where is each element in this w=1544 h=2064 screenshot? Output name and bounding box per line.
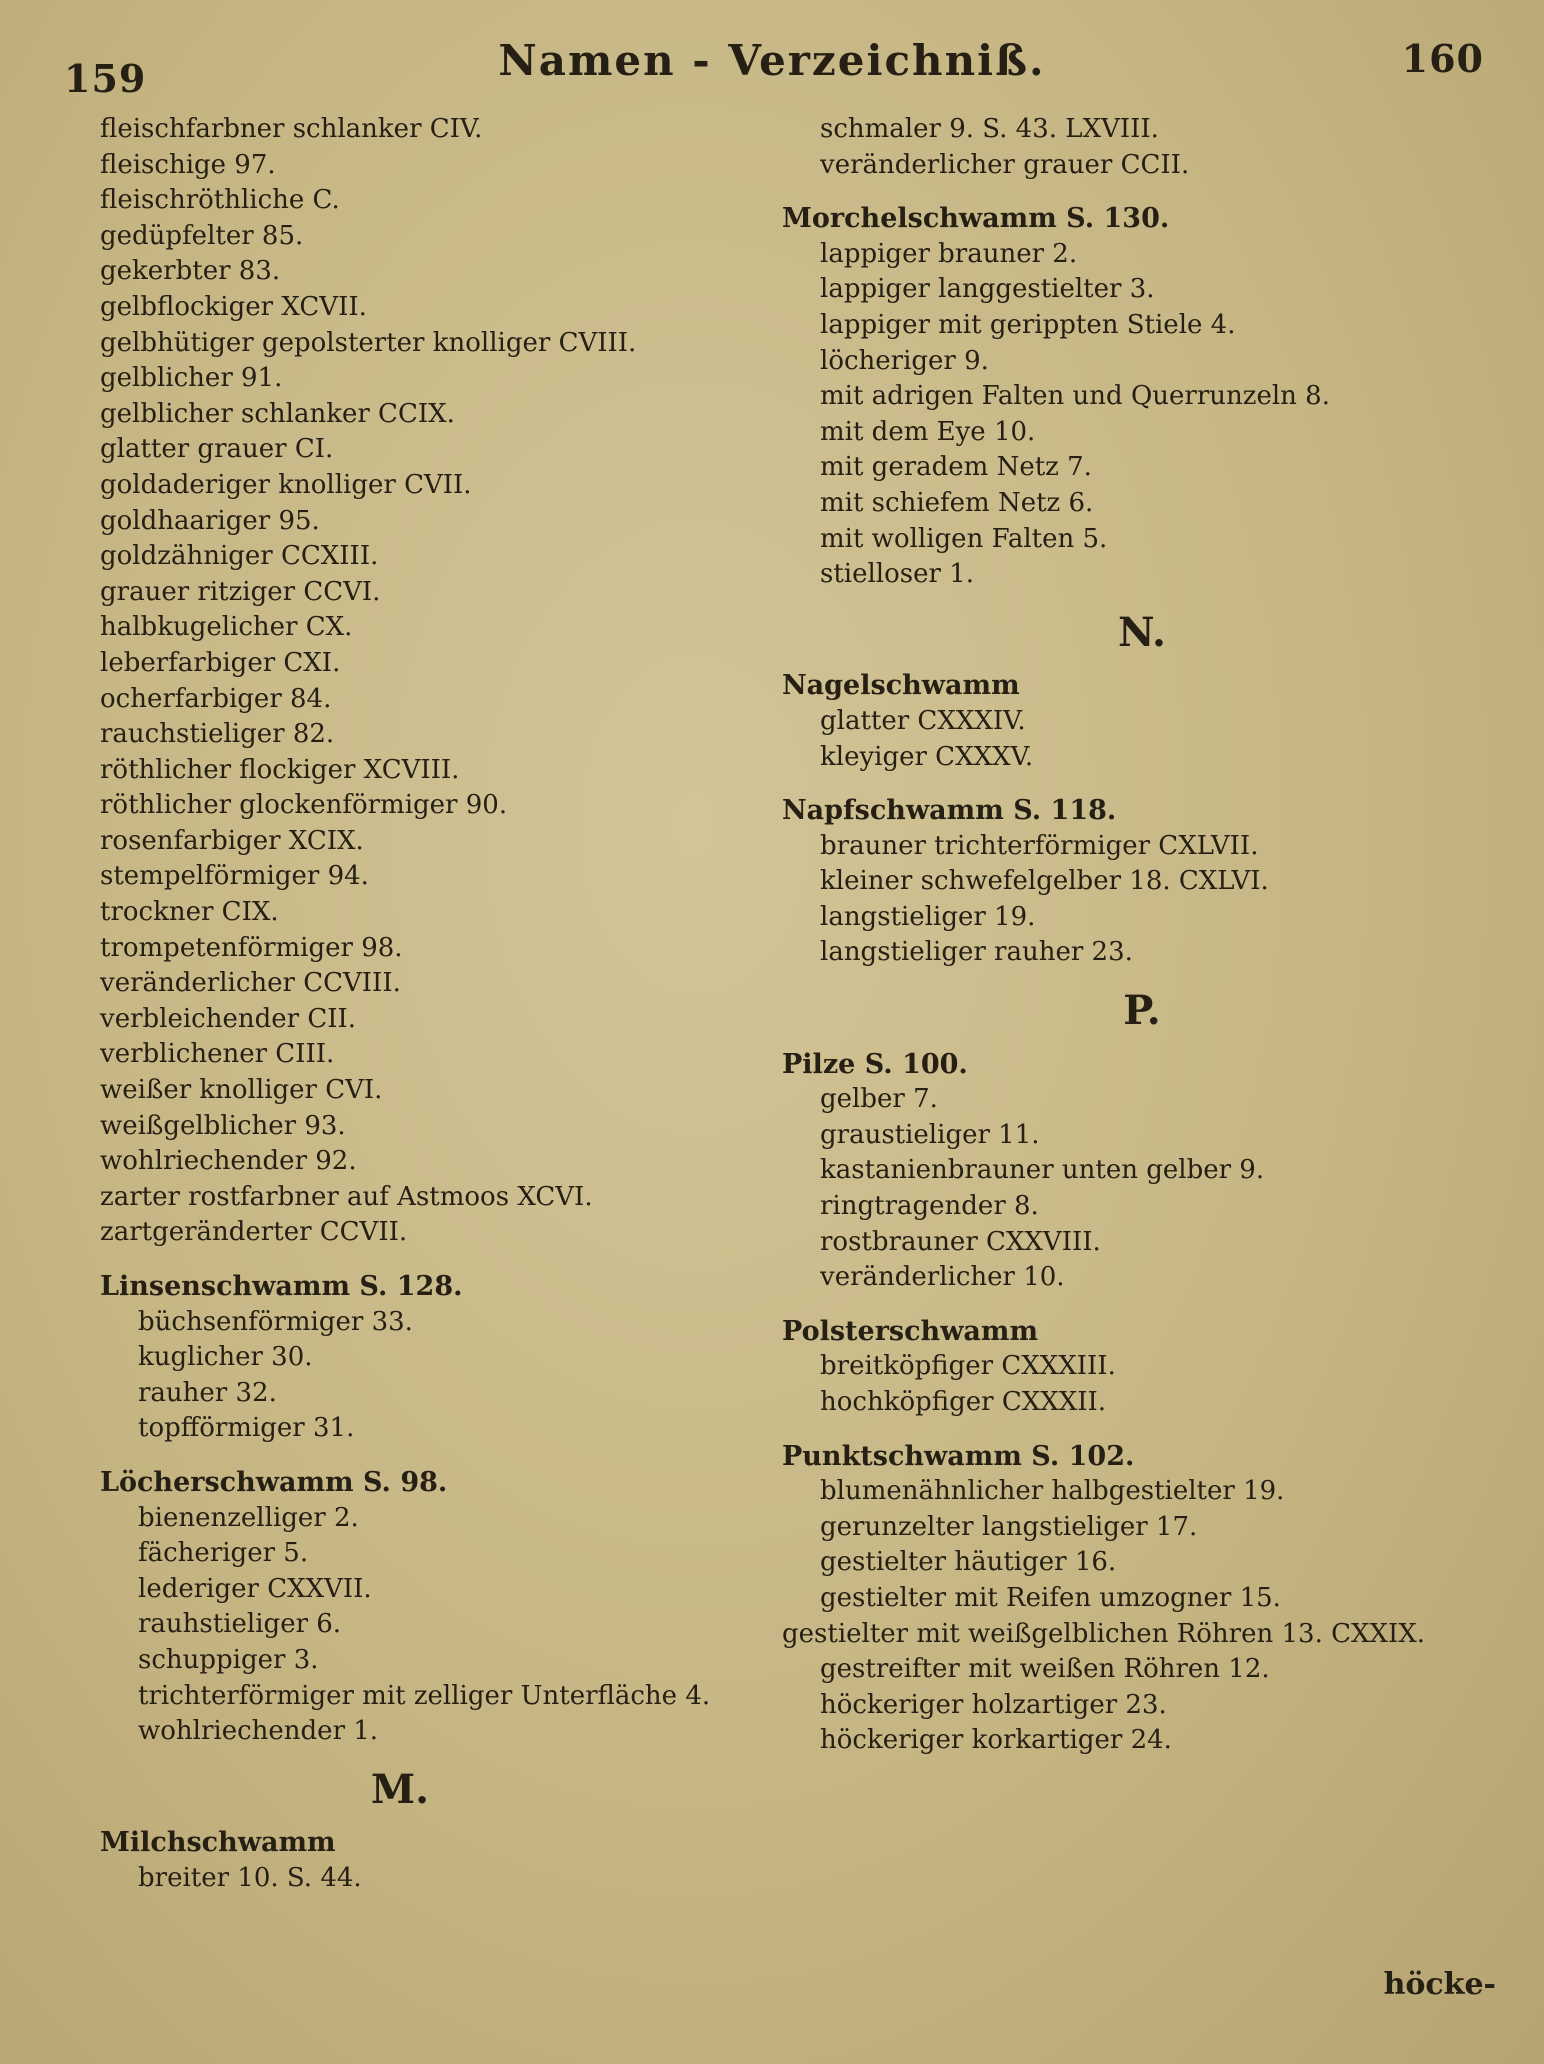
section-heading: Pilze S. 100. bbox=[782, 1048, 968, 1080]
index-subentry: trichterförmiger mit zelliger Unterfläche 4. bbox=[138, 1680, 711, 1711]
index-subentry: schuppiger 3. bbox=[138, 1644, 319, 1675]
index-entry: ocherfarbiger 84. bbox=[100, 683, 332, 714]
index-entry: weißgelblicher 93. bbox=[100, 1110, 346, 1141]
index-entry: trockner CIX. bbox=[100, 897, 279, 928]
index-subentry: fächeriger 5. bbox=[138, 1538, 309, 1569]
section-heading: Punktschwamm S. 102. bbox=[782, 1440, 1135, 1472]
index-entry: gedüpfelter 85. bbox=[100, 220, 304, 251]
index-entry: fleischfarbner schlanker CIV. bbox=[100, 114, 483, 144]
index-entry: leberfarbiger CXI. bbox=[100, 647, 341, 678]
index-entry: goldhaariger 95. bbox=[100, 505, 320, 536]
index-subentry: breiter 10. S. 44. bbox=[138, 1862, 362, 1893]
index-subentry: mit schiefem Netz 6. bbox=[820, 487, 1094, 518]
index-subentry: wohlriechender 1. bbox=[138, 1716, 379, 1747]
index-subentry: gestielter häutiger 16. bbox=[820, 1547, 1117, 1578]
page-number-right: 160 bbox=[1401, 36, 1484, 81]
letter-divider: N. bbox=[1118, 608, 1166, 656]
index-subentry: löcheriger 9. bbox=[820, 345, 989, 376]
index-entry: fleischige 97. bbox=[100, 149, 276, 180]
letter-divider: M. bbox=[370, 1765, 430, 1813]
index-entry: zartgeränderter CCVII. bbox=[100, 1217, 408, 1248]
index-entry: gelbhütiger gepolsterter knolliger CVIII. bbox=[100, 327, 637, 358]
index-subentry: rauher 32. bbox=[138, 1377, 277, 1408]
index-entry: veränderlicher CCVIII. bbox=[100, 968, 401, 999]
section-heading: Löcherschwamm S. 98. bbox=[100, 1466, 448, 1498]
index-subentry: hochköpfiger CXXXII. bbox=[820, 1387, 1107, 1417]
index-entry: zarter rostfarbner auf Astmoos XCVI. bbox=[100, 1181, 593, 1212]
index-subentry: kleyiger CXXXV. bbox=[820, 741, 1034, 772]
index-subentry: graustieliger 11. bbox=[820, 1119, 1040, 1150]
index-subentry: lappiger langgestielter 3. bbox=[820, 274, 1155, 305]
index-subentry: gelber 7. bbox=[820, 1084, 938, 1115]
index-entry: wohlriechender 92. bbox=[100, 1146, 357, 1177]
index-subentry: höckeriger korkartiger 24. bbox=[820, 1725, 1172, 1756]
catchword: höcke- bbox=[1383, 1967, 1496, 2002]
index-subentry: lappiger brauner 2. bbox=[820, 238, 1078, 269]
section-heading: Morchelschwamm S. 130. bbox=[782, 203, 1170, 235]
index-subentry: gestielter mit weißgelblichen Röhren 13. CXXIX. bbox=[782, 1618, 1426, 1649]
section-heading: Linsenschwamm S. 128. bbox=[100, 1271, 463, 1302]
index-subentry: lappiger mit gerippten Stiele 4. bbox=[820, 309, 1236, 340]
index-entry: verbleichender CII. bbox=[100, 1003, 357, 1034]
index-subentry: gerunzelter langstieliger 17. bbox=[820, 1511, 1198, 1542]
index-subentry: gestielter mit Reifen umzogner 15. bbox=[820, 1582, 1281, 1613]
index-subentry: höckeriger holzartiger 23. bbox=[820, 1689, 1167, 1720]
index-subentry: langstieliger rauher 23. bbox=[820, 937, 1133, 968]
index-subentry: veränderlicher 10. bbox=[820, 1262, 1065, 1293]
index-entry: rauchstieliger 82. bbox=[100, 719, 335, 750]
left-column bbox=[100, 112, 711, 1897]
index-subentry: brauner trichterförmiger CXLVII. bbox=[820, 830, 1259, 861]
index-subentry: mit adrigen Falten und Querrunzeln 8. bbox=[820, 381, 1330, 412]
index-entry: grauer ritziger CCVI. bbox=[100, 576, 381, 607]
letter-divider: P. bbox=[1123, 987, 1161, 1035]
index-subentry: topfförmiger 31. bbox=[138, 1413, 355, 1444]
index-entry: stempelförmiger 94. bbox=[100, 861, 369, 892]
index-subentry: langstieliger 19. bbox=[820, 901, 1036, 932]
section-heading: Milchschwamm bbox=[100, 1827, 336, 1859]
index-subentry: mit wolligen Falten 5. bbox=[820, 523, 1108, 554]
running-title: Namen - Verzeichniß. bbox=[498, 36, 1046, 85]
index-subentry: ringtragender 8. bbox=[820, 1191, 1039, 1222]
index-entry: gelbflockiger XCVII. bbox=[100, 291, 367, 322]
section-heading: Napfschwamm S. 118. bbox=[782, 795, 1117, 827]
index-subentry: kleiner schwefelgelber 18. CXLVI. bbox=[820, 866, 1269, 897]
index-subentry: gestreifter mit weißen Röhren 12. bbox=[820, 1654, 1270, 1685]
index-subentry: stielloser 1. bbox=[820, 559, 975, 590]
index-entry: gelblicher schlanker CCIX. bbox=[100, 398, 455, 429]
section-heading: Polsterschwamm bbox=[782, 1315, 1039, 1347]
index-subentry: rauhstieliger 6. bbox=[138, 1609, 342, 1640]
index-entry: gelblicher 91. bbox=[100, 363, 283, 394]
index-entry: fleischröthliche C. bbox=[100, 185, 340, 216]
index-entry: glatter grauer CI. bbox=[100, 434, 334, 465]
index-entry: goldaderiger knolliger CVII. bbox=[100, 469, 472, 500]
index-subentry: mit dem Eye 10. bbox=[820, 416, 1036, 447]
index-subentry: schmaler 9. S. 43. LXVIII. bbox=[820, 114, 1159, 144]
index-subentry: glatter CXXXIV. bbox=[820, 705, 1026, 736]
index-subentry: kuglicher 30. bbox=[138, 1342, 313, 1373]
index-entry: röthlicher glockenförmiger 90. bbox=[100, 790, 508, 821]
index-entry: verblichener CIII. bbox=[100, 1039, 335, 1070]
index-subentry: bienenzelliger 2. bbox=[138, 1502, 359, 1533]
index-entry: halbkugelicher CX. bbox=[100, 612, 353, 643]
index-subentry: kastanienbrauner unten gelber 9. bbox=[820, 1155, 1265, 1186]
index-entry: goldzähniger CCXIII. bbox=[100, 541, 379, 572]
index-subentry: blumenähnlicher halbgestielter 19. bbox=[820, 1476, 1285, 1507]
index-subentry: veränderlicher grauer CCII. bbox=[820, 149, 1190, 180]
index-subentry: breitköpfiger CXXXIII. bbox=[820, 1351, 1116, 1382]
page-number-left: 159 bbox=[64, 56, 147, 101]
index-entry: gekerbter 83. bbox=[100, 256, 281, 287]
index-entry: röthlicher flockiger XCVIII. bbox=[100, 754, 460, 785]
index-entry: rosenfarbiger XCIX. bbox=[100, 825, 364, 856]
index-subentry: mit geradem Netz 7. bbox=[820, 452, 1092, 483]
index-subentry: büchsenförmiger 33. bbox=[138, 1306, 413, 1337]
index-subentry: rostbrauner CXXVIII. bbox=[820, 1226, 1101, 1257]
section-heading: Nagelschwamm bbox=[782, 670, 1020, 702]
index-entry: trompetenförmiger 98. bbox=[100, 932, 403, 963]
right-column bbox=[782, 112, 1502, 1759]
index-subentry: lederiger CXXVII. bbox=[138, 1573, 372, 1604]
index-entry: weißer knolliger CVI. bbox=[100, 1075, 383, 1106]
